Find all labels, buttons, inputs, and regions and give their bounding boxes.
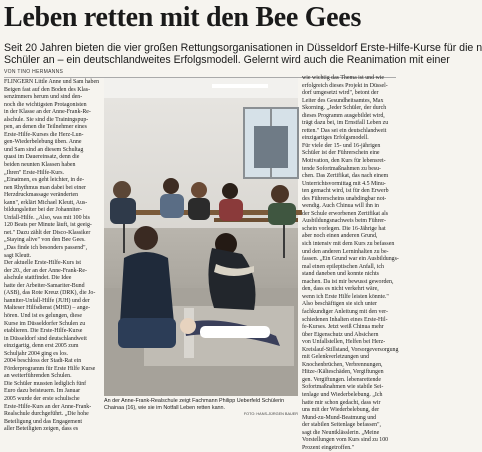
article-text-line: hatte mir schon gedacht, dass wir: [302, 399, 381, 406]
article-text-line: Motivation, den Kurs für lebensret-: [302, 158, 386, 165]
article-text-line: net." Dazu zählt der Disco-Klassiker: [4, 229, 91, 236]
article-text-line: Kurse im Düsseldorfer Schulen zu: [4, 320, 86, 327]
article-text-line: in der Klasse an der Anne-Frank-Re-: [4, 109, 91, 116]
article-text-line: Beteiligung und das Engagement: [4, 418, 83, 425]
article-text-line: noch die wichtigsten Protagonisten: [4, 101, 87, 108]
article-text-line: „Ihren" Erste-Hilfe-Kurs.: [4, 169, 64, 176]
article-text-line: aber noch einen anderen Grund,: [302, 233, 378, 240]
subhead-line: Seit 20 Jahren bieten die vier großen Rettungsorganisationen in Düsseldorf Erste-Hilfe-Kurse für die n: [4, 42, 482, 54]
article-text-line: wenn ich Erste Hilfe leisten könnte.": [302, 293, 389, 300]
article-text-line: sagt Kleutt.: [4, 252, 32, 259]
article-text-line: uns mit der Wiederbelebung, der: [302, 407, 380, 414]
article-text-line: fe-Kurses. Jetzt weiß Chinua mehr: [302, 324, 384, 331]
article-text-line: fachkundiger Anleitung mit den ver-: [302, 308, 388, 315]
article-text-line: schein vorlegen. Die 16-Jährige hat: [302, 225, 386, 232]
article-text-line: mal einen epileptischen Anfall, ich: [302, 263, 384, 270]
article-text-line: Schuljahr 2004 ging es los.: [4, 350, 68, 357]
article-text-line: Hitze-/Kälteschäden, Vergiftungen: [302, 369, 384, 376]
article-text-line: Herzdruckmassage veränderten: [4, 192, 79, 199]
headline: Leben retten mit den Bee Gees: [4, 2, 362, 33]
article-text-line: Kreislauf-Stillstand, Vorsorgeversorgung: [302, 346, 399, 353]
article-text-line: 2005 wurde der erste schulische: [4, 395, 80, 402]
article-text-line: ten gemacht wird, ist für den Erwerb: [302, 188, 389, 195]
article-text-line: bildungsleiter bei der Johanniter-: [4, 207, 82, 214]
article-text-line: Unterrichtsvormittag mit 4.5 Minu-: [302, 180, 386, 187]
article-text-line: hanniter-Unfall-Hilfe (JUH) und der: [4, 297, 90, 304]
article-column-right: [302, 75, 399, 452]
article-text-line: Also beschäftigen sie sich unter: [302, 301, 377, 308]
article-text-line: Der aktuelle Erste-Hilfe-Kurs ist: [4, 260, 82, 267]
article-text-line: von Unfallstellen, Helfen bei Herz-: [302, 339, 386, 346]
article-text-line: Schüler ist der Führerschein eine: [302, 150, 380, 157]
article-column-left: [4, 79, 100, 434]
article-text-line: sagt die Neuntklässlerin. „Meine: [302, 429, 380, 436]
article-text-line: Skorning. „Jeder Schüler, der durch: [302, 105, 387, 112]
article-text-line: tende Sofortmaßnahmen zu besu-: [302, 165, 382, 172]
article-text-line: Unfall-Hilfe. „Also, was mit 100 bis: [4, 214, 90, 221]
article-text-line: Realschule durchgeführt. „Die hohe: [4, 411, 89, 418]
article-text-line: Malteser Hilfsdienst (MHD) – ange-: [4, 305, 91, 312]
article-text-line: „Einatmen, es geht leichter, in de-: [4, 177, 85, 184]
article-text-line: beiden neunten Klassen haben: [4, 162, 76, 169]
article-text-line: Prozent eingetroffen.": [302, 444, 355, 451]
article-text-line: hatte der Arbeiter-Samariter-Bund: [4, 282, 85, 289]
article-text-line: der stabilen Seitenlage befassen",: [302, 422, 381, 429]
article-text-line: 120 Beats per Minute läuft, ist geeig-: [4, 222, 92, 229]
article-text-line: gen-Wiederbelebung üben. Anne: [4, 139, 82, 146]
article-text-line: Für viele der 15- und 16-jährigen: [302, 142, 381, 149]
article-text-line: stand daneben und konnte nichts: [302, 271, 379, 278]
article-text-line: kann", erklärt Michael Kleutt, Aus-: [4, 199, 88, 206]
article-text-line: Erste-Hilfe-Kurses die Herz-Lun-: [4, 131, 84, 138]
article-text-line: Euro dazu beisteuern. Im Januar: [4, 388, 81, 395]
article-text-line: quasi im Dauereinsatz, denn die: [4, 154, 80, 161]
byline: VON TINO HERMANNS: [4, 69, 64, 75]
article-text-line: etablieren. Die Erste-Hilfe-Kurse: [4, 328, 83, 335]
classroom-photo: [104, 78, 298, 396]
article-text-line: nen Rhythmus man dabei bei einer: [4, 184, 86, 191]
article-text-line: mit Gelenkverletzungen und: [302, 354, 370, 361]
article-text-line: aller Beteiligten zeigen, dass es: [4, 426, 79, 433]
article-text-line: trägt dazu bei, im Ernstfall Leben zu: [302, 120, 389, 127]
article-text-line: tenlage und Wiederbelebung. „Ich: [302, 391, 383, 398]
article-text-line: pen, an denen die Teilnehmer eines: [4, 124, 87, 131]
article-text-line: und Sam sind an diesem Schultag: [4, 146, 84, 153]
article-text-line: einzigartig, denn erst 2005 zum: [4, 343, 79, 350]
article-photo: [104, 78, 298, 396]
subhead-line: Schüler an – ein deutschlandweites Erfolgsmodell. Gelernt wird auch die Reanimation mit einer: [4, 54, 450, 66]
article-text-line: Die Schüler mussten lediglich fünf: [4, 380, 87, 387]
article-text-line: Mund-zu-Mund-Beatmung und: [302, 414, 377, 421]
photo-caption: [104, 398, 300, 416]
article-text-line: Leiter des Gesundheitsamtes, Max: [302, 97, 384, 104]
subheadline: [4, 42, 482, 66]
article-text-line: schiedenen Inhalten eines Erste-Hil-: [302, 316, 388, 323]
article-text-line: hören. Und ist es gelungen, diese: [4, 312, 83, 319]
article-text-line: Ausbildungsnachweis beim Führer-: [302, 218, 386, 225]
article-text-line: fassen. „Ein Grund war ein Ausbildungs-: [302, 256, 399, 263]
caption-line: Chainaa (16), wie sie im Notfall Leben retten kann.: [104, 405, 226, 411]
article-text-line: 2004 beschloss der Stadt-Rat ein: [4, 358, 82, 365]
article-text-line: FLINGERN Little Anne und Sam haben: [4, 79, 100, 85]
article-text-line: „Staying alive" von den Bee Gees.: [4, 237, 86, 244]
article-text-line: des Führerscheins unabdingbar not-: [302, 195, 387, 202]
caption-line: An der Anne-Frank-Realschule zeigt Fachmann Philipp Ueberfeld Schülerin: [104, 398, 285, 404]
article-text-line: wie wichtig das Thema ist und wie: [302, 75, 385, 81]
article-text-line: Knochenbrüchen, Verbrennungen,: [302, 361, 383, 368]
photo-credit: FOTO: HANS-JÜRGEN BAUER: [243, 412, 298, 416]
article-text-line: Vorstellungen vom Kurs sind zu 100: [302, 437, 389, 444]
article-text-line: alschule. Sie sind die Trainingspup-: [4, 116, 89, 123]
article-text-line: der 20., der an der Anne-Frank-Re-: [4, 267, 87, 274]
article-text-line: wendig. Auch Chinua will ihn in: [302, 203, 379, 210]
article-text-line: den, dass es nicht verkehrt wäre,: [302, 286, 379, 293]
article-text-line: dorf umgesetzt wird", betont der: [302, 90, 379, 97]
article-text-line: einzigartiges Erfolgsmodell.: [302, 135, 369, 142]
article-text-line: erfolgreich dieses Projekt in Düssel-: [302, 82, 388, 89]
article-text-line: Sofortmaßnahmen wie stabile Sei-: [302, 384, 384, 391]
article-text-line: der Schule erworbenen Zertifikat als: [302, 210, 389, 217]
article-text-line: dieses Programm ausgebildet wird,: [302, 112, 385, 119]
article-text-line: und den anderen Lerninhalten zu be-: [302, 248, 389, 255]
article-text-line: in Düsseldorf sind deutschlandweit: [4, 335, 87, 342]
article-text-line: über Eigenschutz und Absichern: [302, 331, 379, 338]
article-text-line: Förderprogramm für Erste Hilfe Kurse: [4, 365, 96, 372]
article-text-line: machen. Da ist mir bewusst geworden,: [302, 278, 394, 285]
article-text-line: Erste-Hilfe-Kurs an der Anne-Frank-: [4, 403, 92, 410]
article-text-line: chen. Das Zertifikat, das nach einem: [302, 173, 389, 180]
article-text-line: retten." Das sei ein deutschlandweit: [302, 127, 387, 134]
article-text-line: sich intensiv mit dem Kurs zu befassen: [302, 241, 395, 248]
article-text-line: gen. Vergiftungen. lebensrettende: [302, 376, 381, 383]
article-text-line: an weiterführenden Schulen.: [4, 373, 72, 380]
article-text-line: „Das finde ich besonders passend",: [4, 245, 88, 252]
article-text-line: senzimmers herum und sind den-: [4, 94, 83, 101]
article-text-line: alschule stattfindet. Die Idee: [4, 275, 72, 282]
article-text-line: (ASB), das Rote Kreuz (DRK), die Jo-: [4, 290, 96, 297]
article-text-line: Beigen fast auf den Boden des Klas-: [4, 86, 91, 93]
